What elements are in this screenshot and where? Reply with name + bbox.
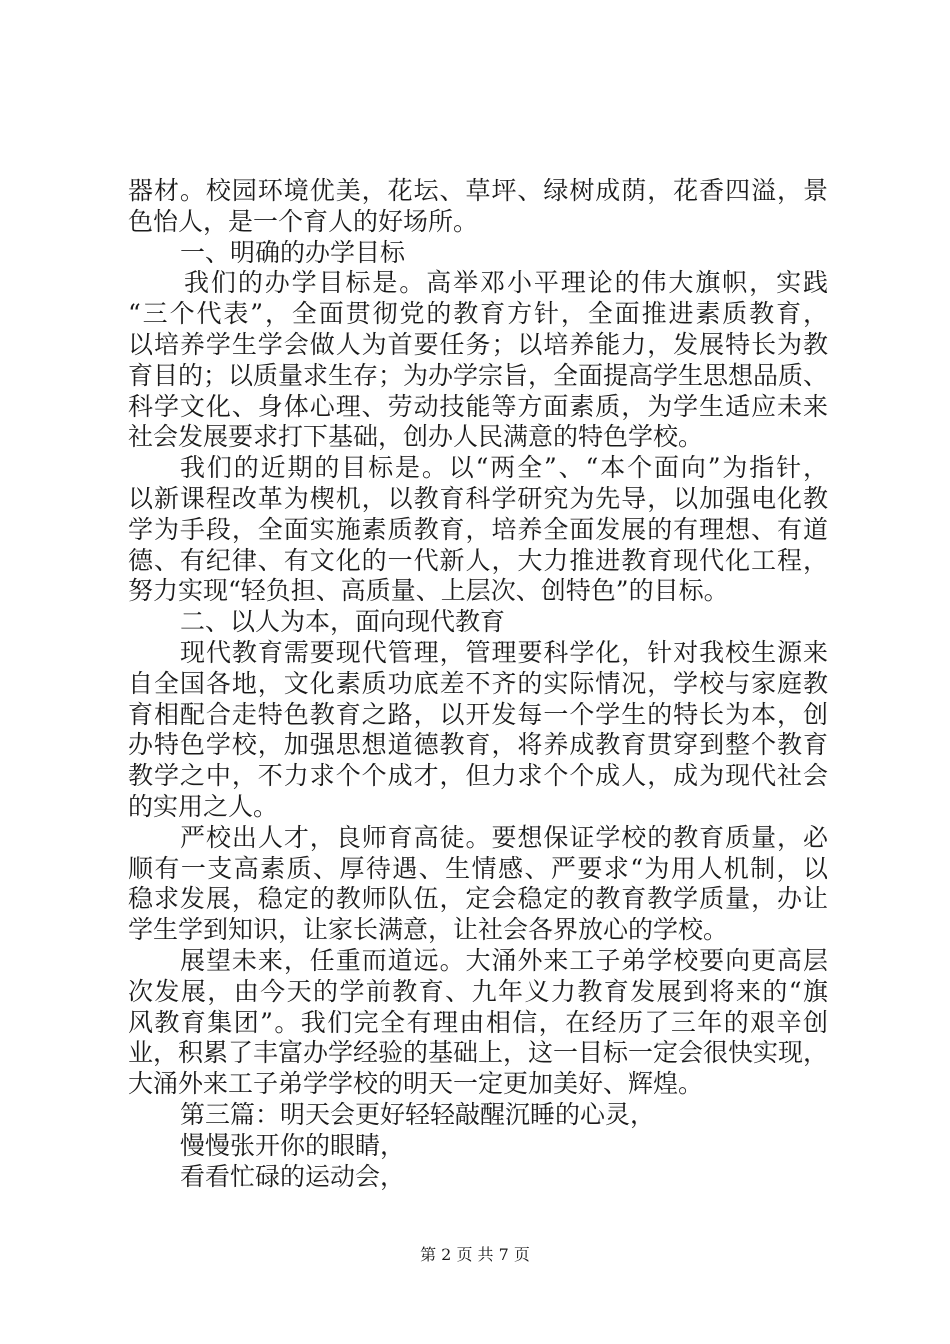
text-line: 第三篇：明天会更好轻轻敲醒沉睡的心灵， xyxy=(180,1099,656,1129)
text-line: 的实用之人。 xyxy=(128,791,279,821)
text-line: 办特色学校，加强思想道德教育，将养成教育贯穿到整个教育 xyxy=(128,730,828,760)
text-line: 慢慢张开你的眼睛， xyxy=(180,1130,406,1160)
text-line: 以培养学生学会做人为首要任务；以培养能力，发展特长为教 xyxy=(128,329,828,359)
text-line: 德、有纪律、有文化的一代新人，大力推进教育现代化工程， xyxy=(128,545,828,575)
text-line: 严校出人才，良师育高徒。要想保证学校的教育质量，必 xyxy=(180,822,828,852)
text-line: 我们的办学目标是。高举邓小平理论的伟大旗帜，实践 xyxy=(184,268,828,298)
text-line: 学生学到知识，让家长满意，让社会各界放心的学校。 xyxy=(128,915,729,945)
text-line: 科学文化、身体心理、劳动技能等方面素质，为学生适应未来 xyxy=(128,391,828,421)
text-line: 大涌外来工子弟学学校的明天一定更加美好、辉煌。 xyxy=(128,1069,704,1099)
page-number: 第 2 页 共 7 页 xyxy=(420,1245,530,1264)
document-body xyxy=(128,176,828,1192)
text-line: 风教育集团”。我们完全有理由相信，在经历了三年的艰辛创 xyxy=(128,1007,828,1037)
text-line: 看看忙碌的运动会， xyxy=(180,1161,406,1191)
text-line: 展望未来，任重而道远。大涌外来工子弟学校要向更高层 xyxy=(180,945,828,975)
text-line: 色怡人，是一个育人的好场所。 xyxy=(128,206,479,236)
text-line: 现代教育需要现代管理，管理要科学化，针对我校生源来 xyxy=(180,637,828,667)
text-line: 次发展，由今天的学前教育、九年义力教育发展到将来的“旗 xyxy=(128,976,828,1006)
text-line: 努力实现“轻负担、高质量、上层次、创特色”的目标。 xyxy=(128,576,729,606)
text-line: 器材。校园环境优美，花坛、草坪、绿树成荫，花香四溢，景 xyxy=(128,176,828,205)
text-line: 我们的近期的目标是。以“两全”、“本个面向”为指针， xyxy=(180,453,828,483)
page-footer xyxy=(0,1245,950,1265)
text-line: 稳求发展，稳定的教师队伍，定会稳定的教育教学质量，办让 xyxy=(128,884,828,914)
text-line: 自全国各地，文化素质功底差不齐的实际情况，学校与家庭教 xyxy=(128,668,828,698)
text-line: 二、以人为本，面向现代教育 xyxy=(180,607,506,637)
text-line: 顺有一支高素质、厚待遇、生情感、严要求“为用人机制，以 xyxy=(128,853,828,883)
text-line: 教学之中，不力求个个成才，但力求个个成人，成为现代社会 xyxy=(128,761,828,791)
text-line: 育相配合走特色教育之路，以开发每一个学生的特长为本，创 xyxy=(128,699,828,729)
text-line: 学为手段，全面实施素质教育，培养全面发展的有理想、有道 xyxy=(128,514,828,544)
text-line: 以新课程改革为楔机，以教育科学研究为先导，以加强电化教 xyxy=(128,483,828,513)
text-line: “三个代表”，全面贯彻党的教育方针，全面推进素质教育， xyxy=(128,299,828,329)
text-line: 业，积累了丰富办学经验的基础上，这一目标一定会很快实现， xyxy=(128,1038,829,1068)
text-line: 一、明确的办学目标 xyxy=(180,237,406,267)
text-line: 社会发展要求打下基础，创办人民满意的特色学校。 xyxy=(128,422,704,452)
text-line: 育目的；以质量求生存；为办学宗旨，全面提高学生思想品质、 xyxy=(128,360,829,390)
